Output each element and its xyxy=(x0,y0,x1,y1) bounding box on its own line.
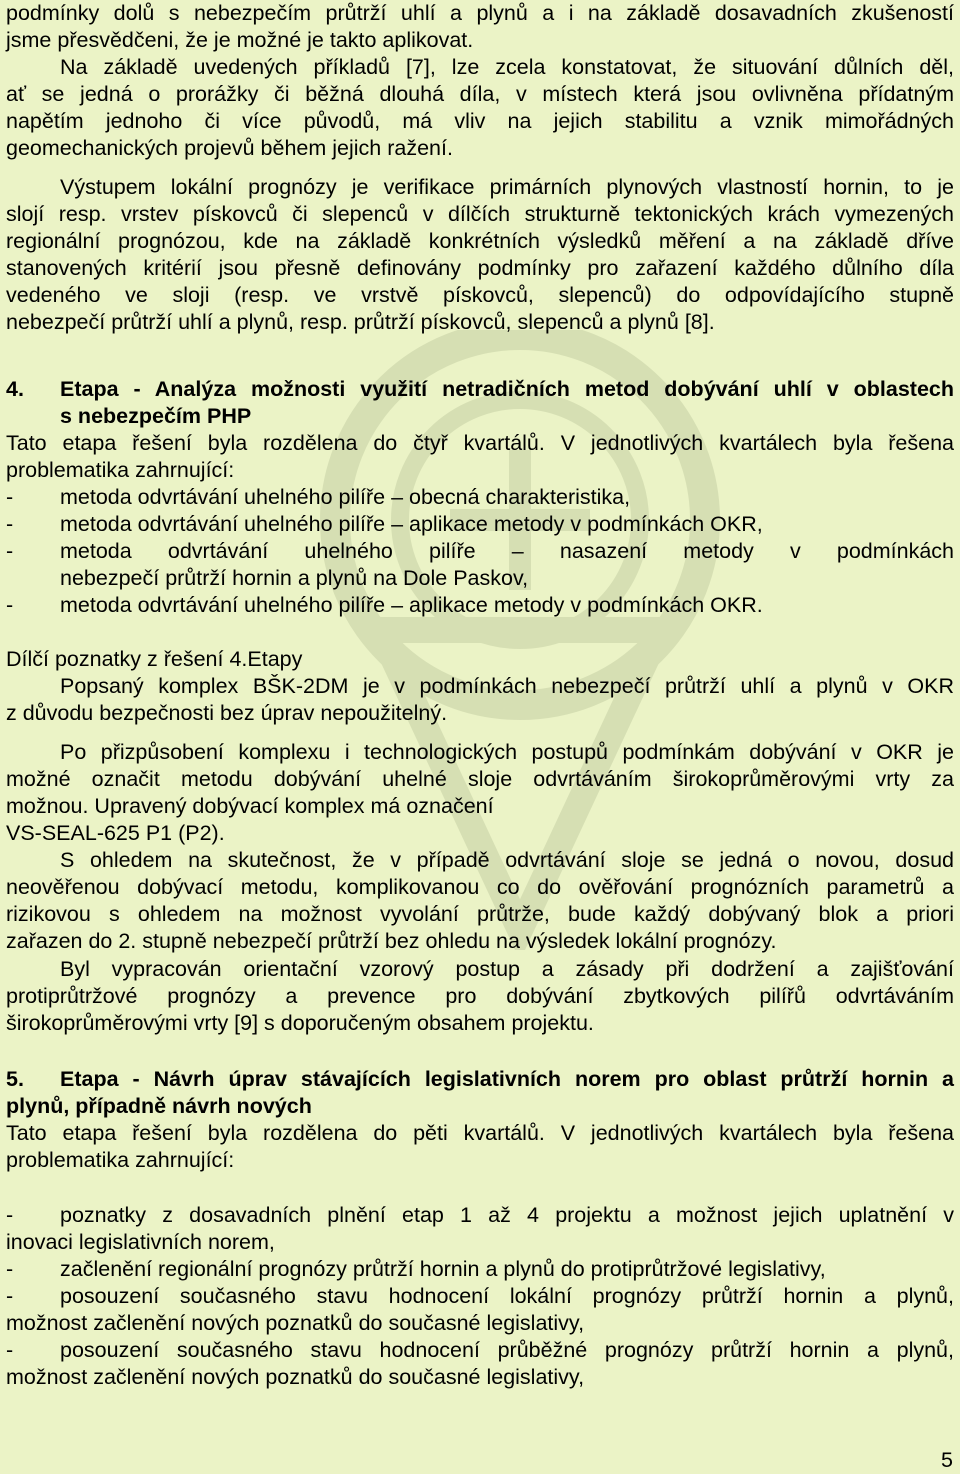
text-line: možnou. Upravený dobývací komplex má označení xyxy=(6,794,494,818)
text-line: zařazen do 2. stupně nebezpečí průtrží bez ohledu na výsledek lokální prognózy. xyxy=(6,929,777,953)
list-item xyxy=(6,1256,954,1283)
text-line: širokoprůměrovými vrty [9] s doporučeným obsahem projektu. xyxy=(6,1011,594,1035)
page-number: 5 xyxy=(941,1448,953,1472)
text-line: Výstupem lokální prognózy je verifikace primárních plynových vlastností hornin, to je xyxy=(60,175,954,199)
list-item-text: metoda odvrtávání uhelného pilíře – aplikace metody v podmínkách OKR. xyxy=(60,593,763,617)
bullet-dash: - xyxy=(6,1284,14,1308)
list-item-text: poznatky z dosavadních plnění etap 1 až 4 projektu a možnost jejich uplatnění v xyxy=(60,1203,954,1227)
bullet-dash: - xyxy=(6,512,14,536)
bullet-dash: - xyxy=(6,485,14,509)
list-item-text: metoda odvrtávání uhelného pilíře – obecná charakteristika, xyxy=(60,485,631,509)
text-line: napětím jednoho či více původů, má vliv na jejich stabilitu a vznik mimořádných xyxy=(6,109,954,133)
section-heading xyxy=(6,1066,954,1093)
bullet-dash: - xyxy=(6,593,14,617)
list-item xyxy=(6,1337,954,1364)
text-line: Tato etapa řešení byla rozdělena do čtyř kvartálů. V jednotlivých kvartálech byla řešena xyxy=(6,431,954,455)
section-heading xyxy=(6,376,954,403)
list-item-text: metoda odvrtávání uhelného pilíře – aplikace metody v podmínkách OKR, xyxy=(60,512,763,536)
text-line: regionální prognózou, kde na základě konkrétních výsledků měření a na základě dříve xyxy=(6,229,954,253)
section-number: 4. xyxy=(6,377,24,401)
text-line: nebezpečí průtrží uhlí a plynů, resp. průtrží pískovců, slepenců a plynů [8]. xyxy=(6,310,715,334)
list-item-text-cont: možnost začlenění nových poznatků do současné legislativy, xyxy=(6,1311,585,1335)
list-item xyxy=(6,484,954,511)
bullet-dash: - xyxy=(6,1203,14,1227)
list-item xyxy=(6,1283,954,1310)
list-item xyxy=(6,592,954,619)
text-line: problematika zahrnující: xyxy=(6,1148,235,1172)
list-item-text: posouzení současného stavu hodnocení průběžné prognózy průtrží hornin a plynů, xyxy=(60,1338,954,1362)
text-line: stanovených kritérií jsou přesně definovány podmínky pro zařazení každého důlního díla xyxy=(6,256,954,280)
section-number: 5. xyxy=(6,1067,24,1091)
text-line: podmínky dolů s nebezpečím průtrží uhlí a plynů a i na základě dosavadních zkušeností xyxy=(6,1,954,25)
findings-title: Dílčí poznatky z řešení 4.Etapy xyxy=(6,647,303,671)
list-item-text-cont: inovaci legislativních norem, xyxy=(6,1230,275,1254)
bullet-dash: - xyxy=(6,1257,14,1281)
list-item-text-cont: možnost začlenění nových poznatků do současné legislativy, xyxy=(6,1365,585,1389)
text-line: jsme přesvědčeni, že je možné je takto aplikovat. xyxy=(6,28,474,52)
section-title-cont: s nebezpečím PHP xyxy=(60,404,252,428)
section-title-cont: plynů, případně návrh nových xyxy=(6,1094,312,1118)
text-line: VS-SEAL-625 P1 (P2). xyxy=(6,821,225,845)
bullet-dash: - xyxy=(6,539,14,563)
text-line: z důvodu bezpečnosti bez úprav nepoužitelný. xyxy=(6,701,448,725)
text-line: Byl vypracován orientační vzorový postup a zásady při dodržení a zajišťování xyxy=(60,957,954,981)
list-item xyxy=(6,538,954,565)
text-line: Popsaný komplex BŠK-2DM je v podmínkách nebezpečí průtrží uhlí a plynů v OKR xyxy=(60,674,954,698)
list-item-text-cont: nebezpečí průtrží hornin a plynů na Dole Paskov, xyxy=(60,566,529,590)
list-item-text: posouzení současného stavu hodnocení lokální prognózy průtrží hornin a plynů, xyxy=(60,1284,954,1308)
text-line: vedeného ve sloji (resp. ve vrstvě pískovců, slepenců) do odpovídajícího stupně xyxy=(6,283,954,307)
text-line: geomechanických projevů během jejich ražení. xyxy=(6,136,453,160)
text-line: neověřenou dobývací metodu, komplikovanou co do ověřování prognózních parametrů a xyxy=(6,875,954,899)
list-item xyxy=(6,511,954,538)
list-item-text: metoda odvrtávání uhelného pilíře – nasazení metody v podmínkách xyxy=(60,539,954,563)
text-line: S ohledem na skutečnost, že v případě odvrtávání sloje se jedná o novou, dosud xyxy=(60,848,954,872)
text-line: možné označit metodu dobývání uhelné sloje odvrtáváním širokoprůměrovými vrty za xyxy=(6,767,954,791)
section-title: Etapa - Analýza možnosti využití netradičních metod dobývání uhlí v oblastech xyxy=(60,377,954,401)
list-item-text: začlenění regionální prognózy průtrží hornin a plynů do protiprůtržové legislativy, xyxy=(60,1257,826,1281)
text-line: protiprůtržové prognózy a prevence pro dobývání zbytkových pilířů odvrtáváním xyxy=(6,984,954,1008)
text-line: rizikovou s ohledem na možnost vyvolání průtrže, bude každý dobývaný blok a priori xyxy=(6,902,954,926)
bullet-dash: - xyxy=(6,1338,14,1362)
text-line: slojí resp. vrstev pískovců či slepenců v dílčích strukturně tektonických krách vymezených xyxy=(6,202,954,226)
text-line: ať se jedná o prorážky či běžná dlouhá díla, v místech která jsou ovlivněna přídatným xyxy=(6,82,954,106)
text-line: problematika zahrnující: xyxy=(6,458,235,482)
text-line: Po přizpůsobení komplexu i technologických postupů podmínkám dobývání v OKR je xyxy=(60,740,954,764)
list-item xyxy=(6,1202,954,1229)
section-title: Etapa - Návrh úprav stávajících legislativních norem pro oblast průtrží hornin a xyxy=(60,1067,954,1091)
text-line: Na základě uvedených příkladů [7], lze zcela konstatovat, že situování důlních děl, xyxy=(60,55,954,79)
text-line: Tato etapa řešení byla rozdělena do pěti kvartálů. V jednotlivých kvartálech byla řešena xyxy=(6,1121,954,1145)
